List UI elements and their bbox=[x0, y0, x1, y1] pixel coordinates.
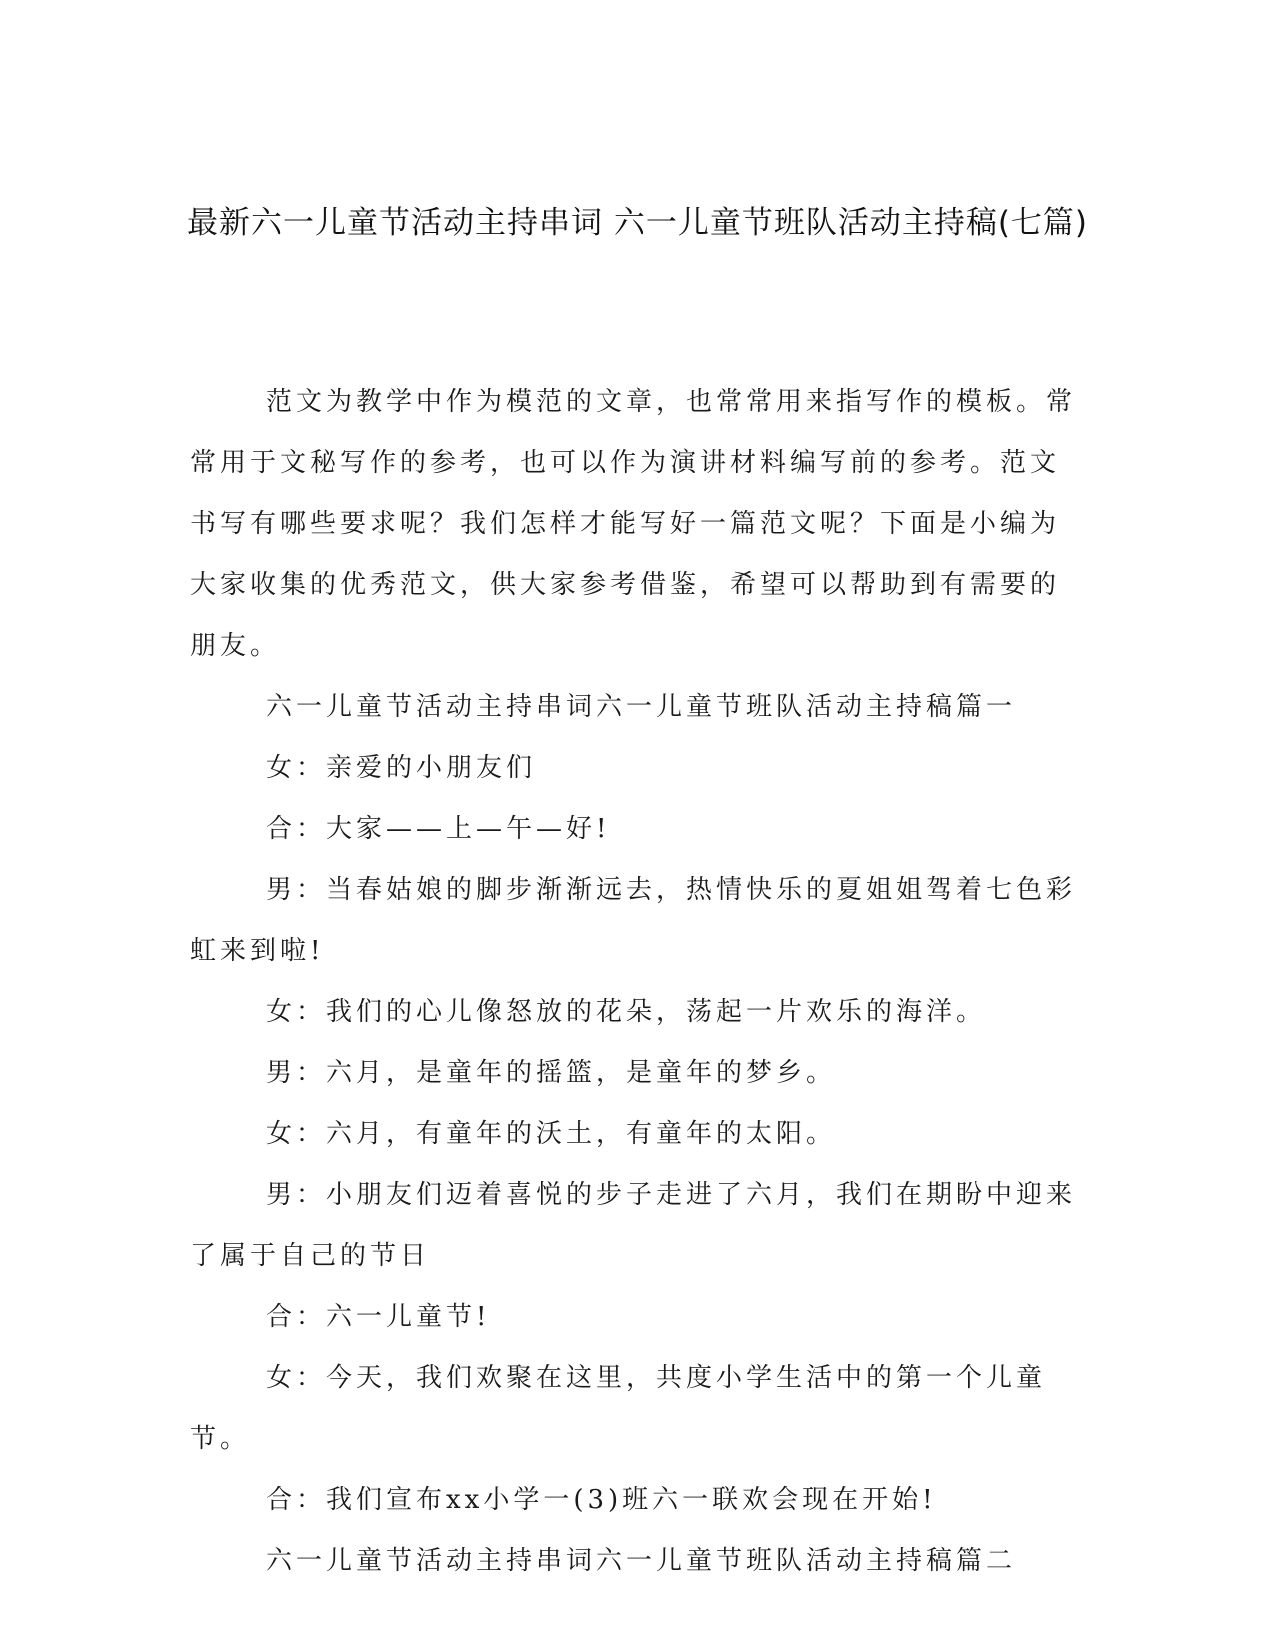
paragraph-line: 女：亲爱的小朋友们 bbox=[266, 753, 537, 783]
paragraph-line: 合：六一儿童节! bbox=[266, 1302, 491, 1332]
paragraph-line: 女：今天，我们欢聚在这里，共度小学生活中的第一个儿童节。 bbox=[190, 1363, 1047, 1454]
paragraph-line: 合：我们宣布xx小学一(3)班六一联欢会现在开始! bbox=[266, 1485, 937, 1515]
paragraph-line: 合：大家——上—午—好! bbox=[266, 814, 611, 844]
paragraph-line: 男：当春姑娘的脚步渐渐远去，热情快乐的夏姐姐驾着七色彩虹来到啦! bbox=[190, 875, 1077, 966]
paragraph-line: 女：六月，有童年的沃土，有童年的太阳。 bbox=[266, 1119, 837, 1149]
paragraph-line: 男：小朋友们迈着喜悦的步子走进了六月，我们在期盼中迎来了属于自己的节日 bbox=[190, 1180, 1077, 1271]
paragraph-section-heading-1: 六一儿童节活动主持串词六一儿童节班队活动主持稿篇一 bbox=[266, 692, 1017, 722]
paragraph-line: 女：我们的心儿像怒放的花朵，荡起一片欢乐的海洋。 bbox=[266, 997, 987, 1027]
document-title: 最新六一儿童节活动主持串词 六一儿童节班队活动主持稿(七篇) bbox=[186, 205, 1089, 241]
paragraph-intro: 范文为教学中作为模范的文章，也常常用来指写作的模板。常常用于文秘写作的参考，也可以作为演讲材料编写前的参考。范文书写有哪些要求呢？我们怎样才能写好一篇范文呢？下面是小编为大家收集的优秀范文，供大家参考借鉴，希望可以帮助到有需要的朋友。 bbox=[190, 387, 1077, 661]
document-body bbox=[190, 372, 1080, 1592]
paragraph-line: 男：六月，是童年的摇篮，是童年的梦乡。 bbox=[266, 1058, 837, 1088]
paragraph-section-heading-2: 六一儿童节活动主持串词六一儿童节班队活动主持稿篇二 bbox=[266, 1546, 1017, 1576]
